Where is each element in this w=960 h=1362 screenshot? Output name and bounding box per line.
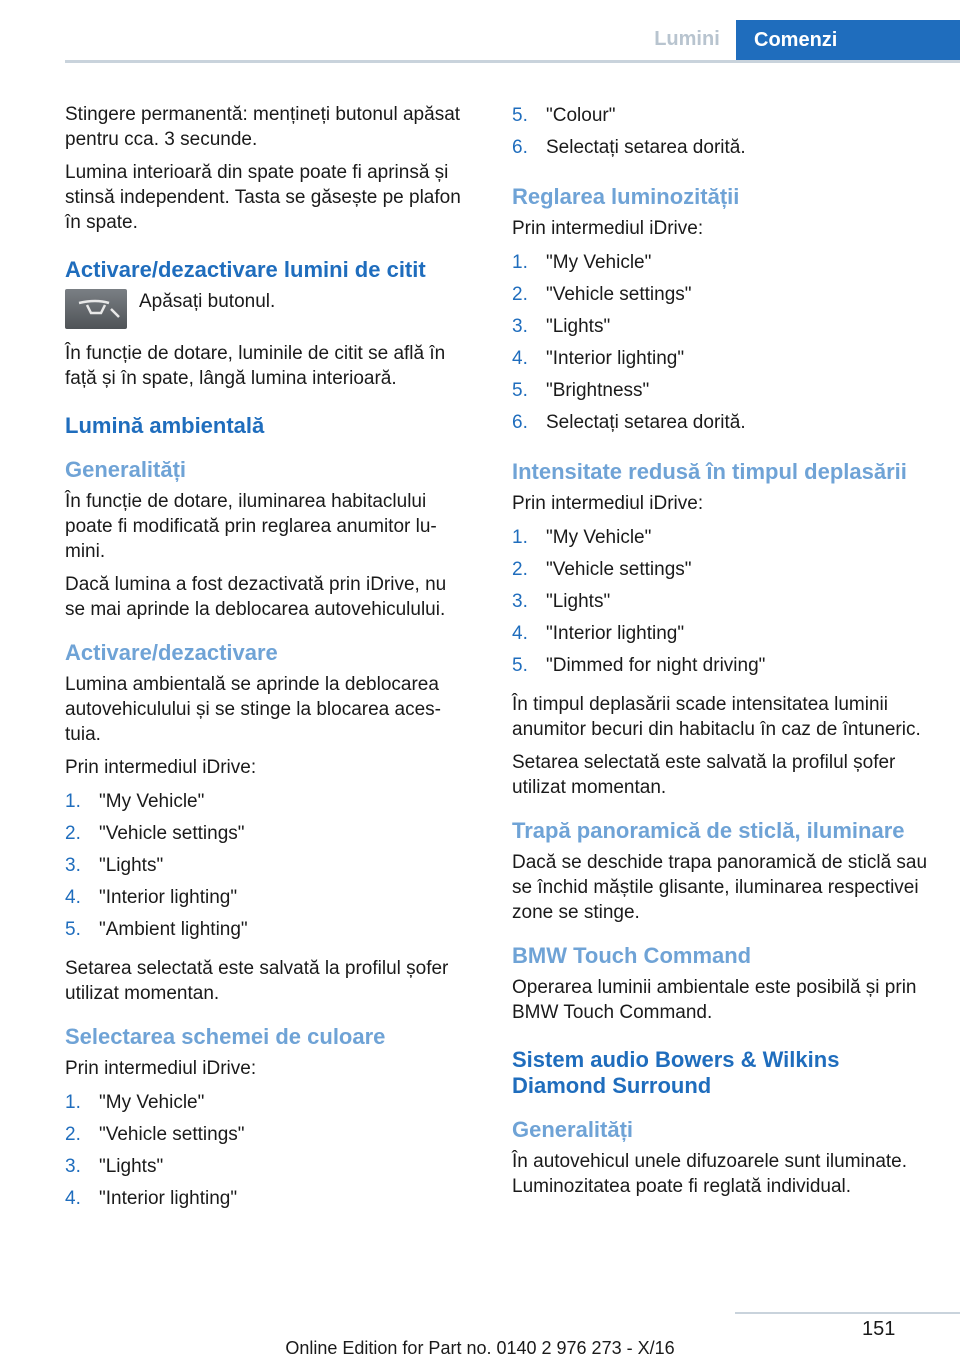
steps-list-brightness bbox=[512, 249, 932, 441]
section-tab-comenzi: Comenzi bbox=[736, 20, 960, 60]
subheading-touch-command: BMW Touch Command bbox=[512, 943, 752, 968]
paragraph: Operarea luminii ambientale este posibilă și prin BMW Touch Command. bbox=[512, 977, 917, 1023]
paragraph: Prin intermediul iDrive: bbox=[512, 218, 704, 239]
subheading-brightness: Reglarea luminozității bbox=[512, 184, 740, 209]
subheading-general: Generalități bbox=[512, 1117, 634, 1142]
list-item: 6. Selectați setarea dorită. bbox=[512, 137, 746, 158]
list-item: 2. "Vehicle settings" bbox=[65, 823, 245, 844]
list-item: 2. "Vehicle settings" bbox=[512, 284, 692, 305]
paragraph: Prin intermediul iDrive: bbox=[65, 1058, 257, 1079]
header-divider bbox=[65, 60, 960, 63]
left-column bbox=[65, 102, 465, 1225]
footer-divider bbox=[735, 1312, 960, 1314]
list-item: 1. "My Vehicle" bbox=[65, 791, 205, 812]
page-number: 151 bbox=[862, 1318, 896, 1340]
reading-light-button-icon bbox=[65, 289, 127, 329]
list-item: 3. "Lights" bbox=[65, 855, 164, 876]
list-item: 4. "Interior lighting" bbox=[512, 348, 685, 369]
section-tab-lumini: Lumini bbox=[654, 28, 720, 50]
paragraph: În funcție de dotare, luminile de citit se află în față și în spate, lângă lumina interioară. bbox=[65, 343, 446, 389]
list-item: 5. "Colour" bbox=[512, 105, 616, 126]
list-item: 4. "Interior lighting" bbox=[65, 887, 238, 908]
list-item: 1. "My Vehicle" bbox=[512, 527, 652, 548]
list-item: 4. "Interior lighting" bbox=[512, 623, 685, 644]
list-item: 3. "Lights" bbox=[512, 591, 611, 612]
steps-list-ambient bbox=[65, 788, 465, 948]
paragraph: Stingere permanentă: mențineți butonul apăsat pentru cca. 3 secunde. bbox=[65, 104, 461, 150]
paragraph: Lumina interioară din spate poate fi aprinsă și stinsă independent. Tasta se găsește pe plafon în spate. bbox=[65, 162, 461, 233]
heading-audio-system: Sistem audio Bowers & Wilkins Diamond Surround bbox=[512, 1047, 840, 1098]
list-item: 1. "My Vehicle" bbox=[512, 252, 652, 273]
paragraph: Dacă se deschide trapa panoramică de sticlă sau se închid măștile glisante, iluminarea respectivei zone se stinge. bbox=[512, 852, 928, 923]
paragraph: În autovehicul unele difuzoarele sunt iluminate. Luminozitatea poate fi reglată individual. bbox=[512, 1151, 908, 1197]
subheading-activation: Activare/dezactivare bbox=[65, 640, 278, 665]
page-header bbox=[0, 0, 960, 62]
subheading-color-scheme: Selectarea schemei de culoare bbox=[65, 1024, 386, 1049]
paragraph: În timpul deplasării scade intensitatea luminii anumitor becuri din habitaclu în caz de întuneric. bbox=[512, 694, 921, 740]
right-column bbox=[512, 102, 932, 1207]
steps-list-color-cont bbox=[512, 102, 932, 166]
steps-list-dimmed bbox=[512, 524, 932, 684]
list-item: 4. "Interior lighting" bbox=[65, 1188, 238, 1209]
edition-line: Online Edition for Part no. 0140 2 976 273 - X/16 bbox=[285, 1338, 675, 1358]
paragraph: Setarea selectată este salvată la profilul șofer utilizat momentan. bbox=[65, 958, 449, 1004]
button-instruction bbox=[65, 289, 465, 329]
list-item: 2. "Vehicle settings" bbox=[512, 559, 692, 580]
paragraph: În funcție de dotare, iluminarea habitaclului poate fi modificată prin reglarea anumitor lumini. bbox=[65, 491, 437, 562]
list-item: 5. "Ambient lighting" bbox=[65, 919, 248, 940]
list-item: 5. "Brightness" bbox=[512, 380, 650, 401]
paragraph: Setarea selectată este salvată la profilul șofer utilizat momentan. bbox=[512, 752, 896, 798]
paragraph: Lumina ambientală se aprinde la deblocarea autovehiculului și se stinge la blocarea acestuia. bbox=[65, 674, 441, 745]
paragraph: Prin intermediul iDrive: bbox=[65, 757, 257, 778]
heading-reading-lights: Activare/dezactivare lumini de citit bbox=[65, 257, 426, 282]
paragraph: Dacă lumina a fost dezactivată prin iDrive, nu se mai aprinde la deblocarea autovehiculului. bbox=[65, 574, 447, 620]
list-item: 1. "My Vehicle" bbox=[65, 1092, 205, 1113]
subheading-panoramic-roof: Trapă panoramică de sticlă, iluminare bbox=[512, 818, 905, 843]
list-item: 5. "Dimmed for night driving" bbox=[512, 655, 766, 676]
list-item: 6. Selectați setarea dorită. bbox=[512, 412, 746, 433]
list-item: 3. "Lights" bbox=[512, 316, 611, 337]
paragraph: Prin intermediul iDrive: bbox=[512, 493, 704, 514]
list-item: 3. "Lights" bbox=[65, 1156, 164, 1177]
steps-list-color bbox=[65, 1089, 465, 1217]
button-instruction-text: Apăsați butonul. bbox=[139, 291, 276, 312]
heading-ambient-light: Lumină ambientală bbox=[65, 413, 265, 438]
subheading-general: Generalități bbox=[65, 457, 187, 482]
subheading-dimmed: Intensitate redusă în timpul deplasării bbox=[512, 459, 907, 484]
list-item: 2. "Vehicle settings" bbox=[65, 1124, 245, 1145]
